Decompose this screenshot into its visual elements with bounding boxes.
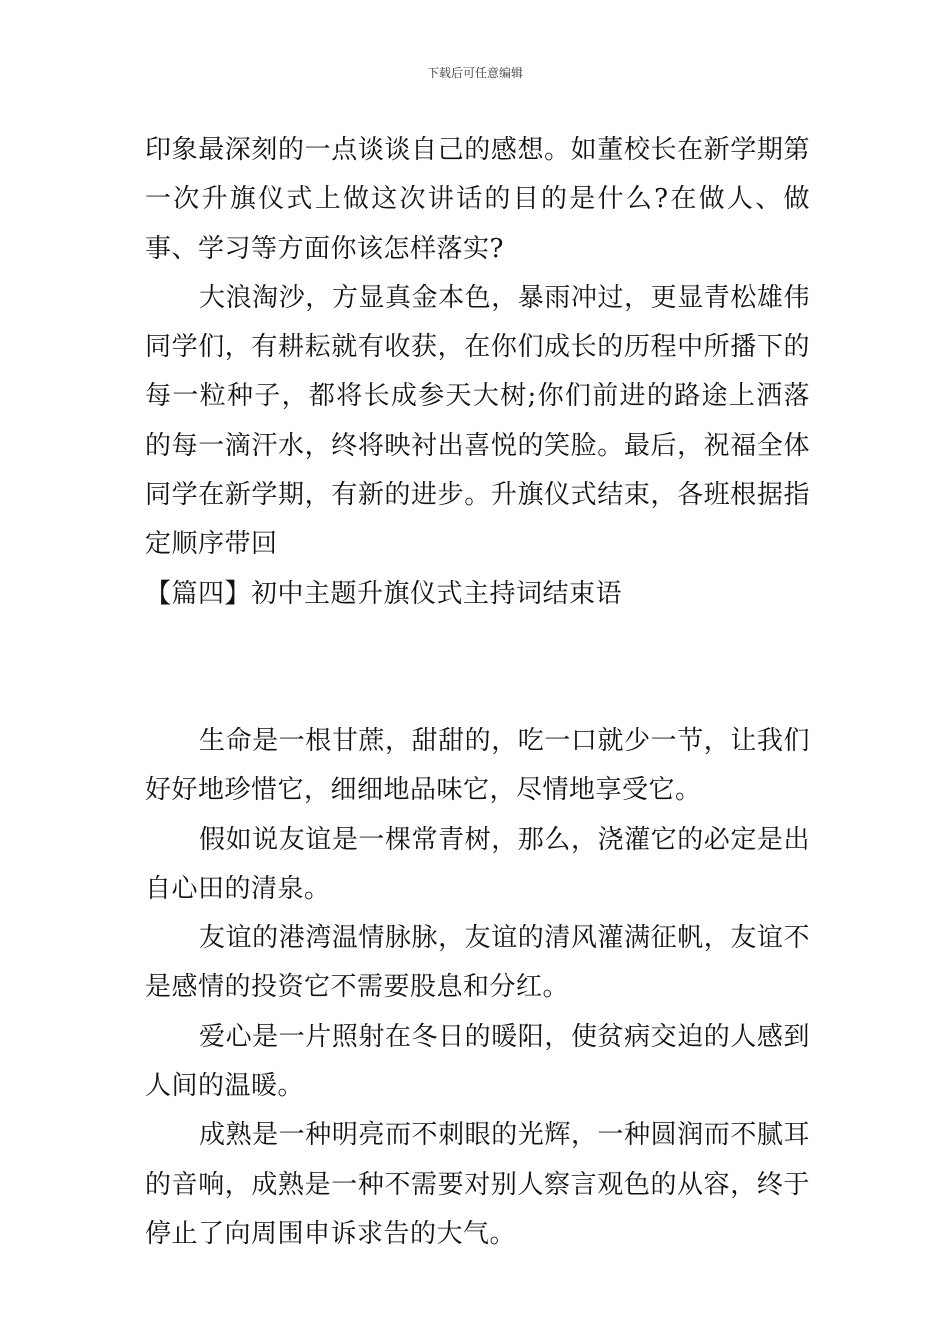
paragraph-6: 爱心是一片照射在冬日的暖阳，使贫病交迫的人感到人间的温暖。 <box>145 1021 810 1102</box>
blank-space <box>145 619 810 717</box>
section-heading: 【篇四】初中主题升旗仪式主持词结束语 <box>145 578 623 609</box>
paragraph-3: 生命是一根甘蔗，甜甜的，吃一口就少一节，让我们好好地珍惜它，细细地品味它，尽情地享受它。 <box>145 725 810 806</box>
paragraph-4: 假如说友谊是一棵常青树，那么，浇灌它的必定是出自心田的清泉。 <box>145 824 810 904</box>
paragraph-7: 成熟是一种明亮而不刺眼的光辉，一种圆润而不腻耳的音响，成熟是一种不需要对别人察言观色的从容，终于停止了向周围申诉求告的大气。 <box>145 1120 810 1249</box>
paragraph-5: 友谊的港湾温情脉脉，友谊的清风灌满征帆，友谊不是感情的投资它不需要股息和分红。 <box>145 923 810 1003</box>
paragraph-1: 印象最深刻的一点谈谈自己的感想。如董校长在新学期第一次升旗仪式上做这次讲话的目的是什么?在做人、做事、学习等方面你该怎样落实? <box>145 135 810 264</box>
page-header: 下载后可任意编辑 <box>426 66 523 80</box>
paragraph-2: 大浪淘沙，方显真金本色，暴雨冲过，更显青松雄伟同学们，有耕耘就有收获，在你们成长的历程中所播下的每一粒种子，都将长成参天大树;你们前进的路途上洒落的每一滴汗水，终将映衬出喜悦的笑脸。最后，祝福全体同学在新学期，有新的进步。升旗仪式结束，各班根据指定顺序带回 <box>145 282 810 560</box>
document-body <box>145 126 810 1259</box>
